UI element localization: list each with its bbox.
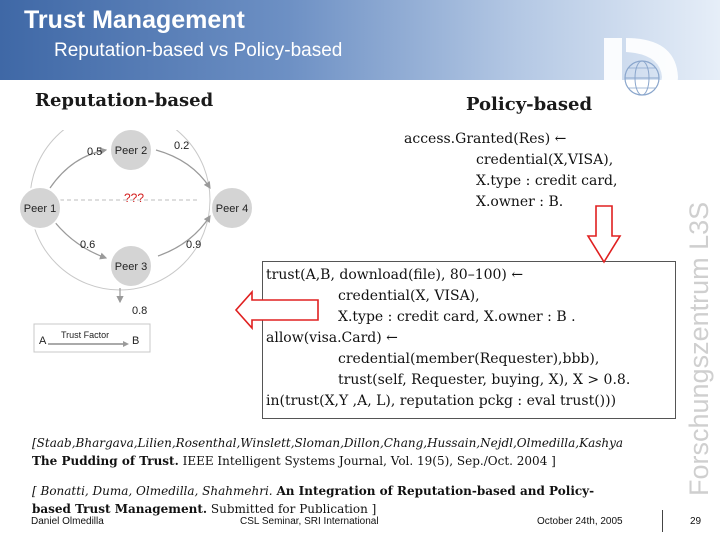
sidebar-text: Forschungszentrum L3S — [684, 201, 714, 496]
ref1-authors: [Staab,Bhargava,Lilien,Rosenthal,Winslett,Sloman,Dillon,Chang,Hussain,Nejdl,Olmedilla,Kashya — [32, 436, 624, 450]
footer-author: Daniel Olmedilla — [31, 516, 104, 527]
legend-from: A — [39, 335, 47, 347]
arrow-to-diagram-icon — [236, 292, 318, 328]
unknown-trust-label: ??? — [124, 191, 145, 205]
policy-top-line: X.type : credit card, — [476, 173, 618, 189]
edge-label-p3-p4: 0.9 — [186, 239, 202, 251]
page-number: 29 — [690, 516, 702, 527]
node-label-peer-3: Peer 3 — [114, 261, 148, 273]
arrow-down-icon — [588, 206, 620, 262]
policy-box-line: allow(visa.Card) ← — [266, 330, 398, 346]
ref2-rest: Submitted for Publication ] — [207, 502, 377, 516]
policy-box-line: credential(X, VISA), — [338, 288, 480, 304]
policy-top-line: X.owner : B. — [476, 194, 564, 210]
node-label-peer-2: Peer 2 — [114, 145, 148, 157]
ref2-authors: [ Bonatti, Duma, Olmedilla, Shahmehri. — [32, 484, 277, 498]
ref2-title-a: An Integration of Reputation-based and Policy- — [276, 484, 595, 498]
edge-label-p2-p4: 0.2 — [174, 140, 190, 152]
slide-subtitle: Reputation-based vs Policy-based — [54, 40, 343, 61]
policy-box-line: trust(self, Requester, buying, X), X > 0.8. — [338, 372, 631, 388]
policy-box-line: in(trust(X,Y ,A, L), reputation pckg : eval trust())) — [266, 393, 617, 409]
footer-divider — [662, 510, 663, 532]
reference-1 — [32, 434, 662, 470]
ref2-title-b: based Trust Management. — [32, 502, 208, 516]
policy-box-line: credential(member(Requester),bbb), — [338, 351, 600, 367]
policy-top-line: access.Granted(Res) ← — [404, 131, 567, 147]
footer-date: October 24th, 2005 — [537, 516, 623, 527]
edge-label-p1-p3: 0.6 — [80, 239, 96, 251]
node-label-peer-1: Peer 1 — [23, 203, 57, 215]
policy-box-line: trust(A,B, download(file), 80–100) ← — [266, 267, 524, 283]
right-column-heading: Policy-based — [466, 94, 593, 115]
reference-2 — [32, 482, 662, 518]
policy-top-line: credential(X,VISA), — [476, 152, 614, 168]
policy-box-line: X.type : credit card, X.owner : B . — [338, 309, 576, 325]
node-label-peer-4: Peer 4 — [215, 203, 249, 215]
legend-label: Trust Factor — [61, 330, 110, 340]
slide-title: Trust Management — [24, 6, 245, 34]
edge-label-p3-bottom: 0.8 — [132, 305, 148, 317]
references — [32, 434, 662, 518]
footer-event: CSL Seminar, SRI International — [240, 516, 379, 527]
ref1-rest: IEEE Intelligent Systems Journal, Vol. 19(5), Sep./Oct. 2004 ] — [178, 454, 556, 468]
legend-to: B — [132, 335, 140, 347]
left-column-heading: Reputation-based — [35, 90, 214, 111]
ref1-title: The Pudding of Trust. — [32, 454, 179, 468]
edge-label-p1-p2: 0.5 — [87, 146, 103, 158]
